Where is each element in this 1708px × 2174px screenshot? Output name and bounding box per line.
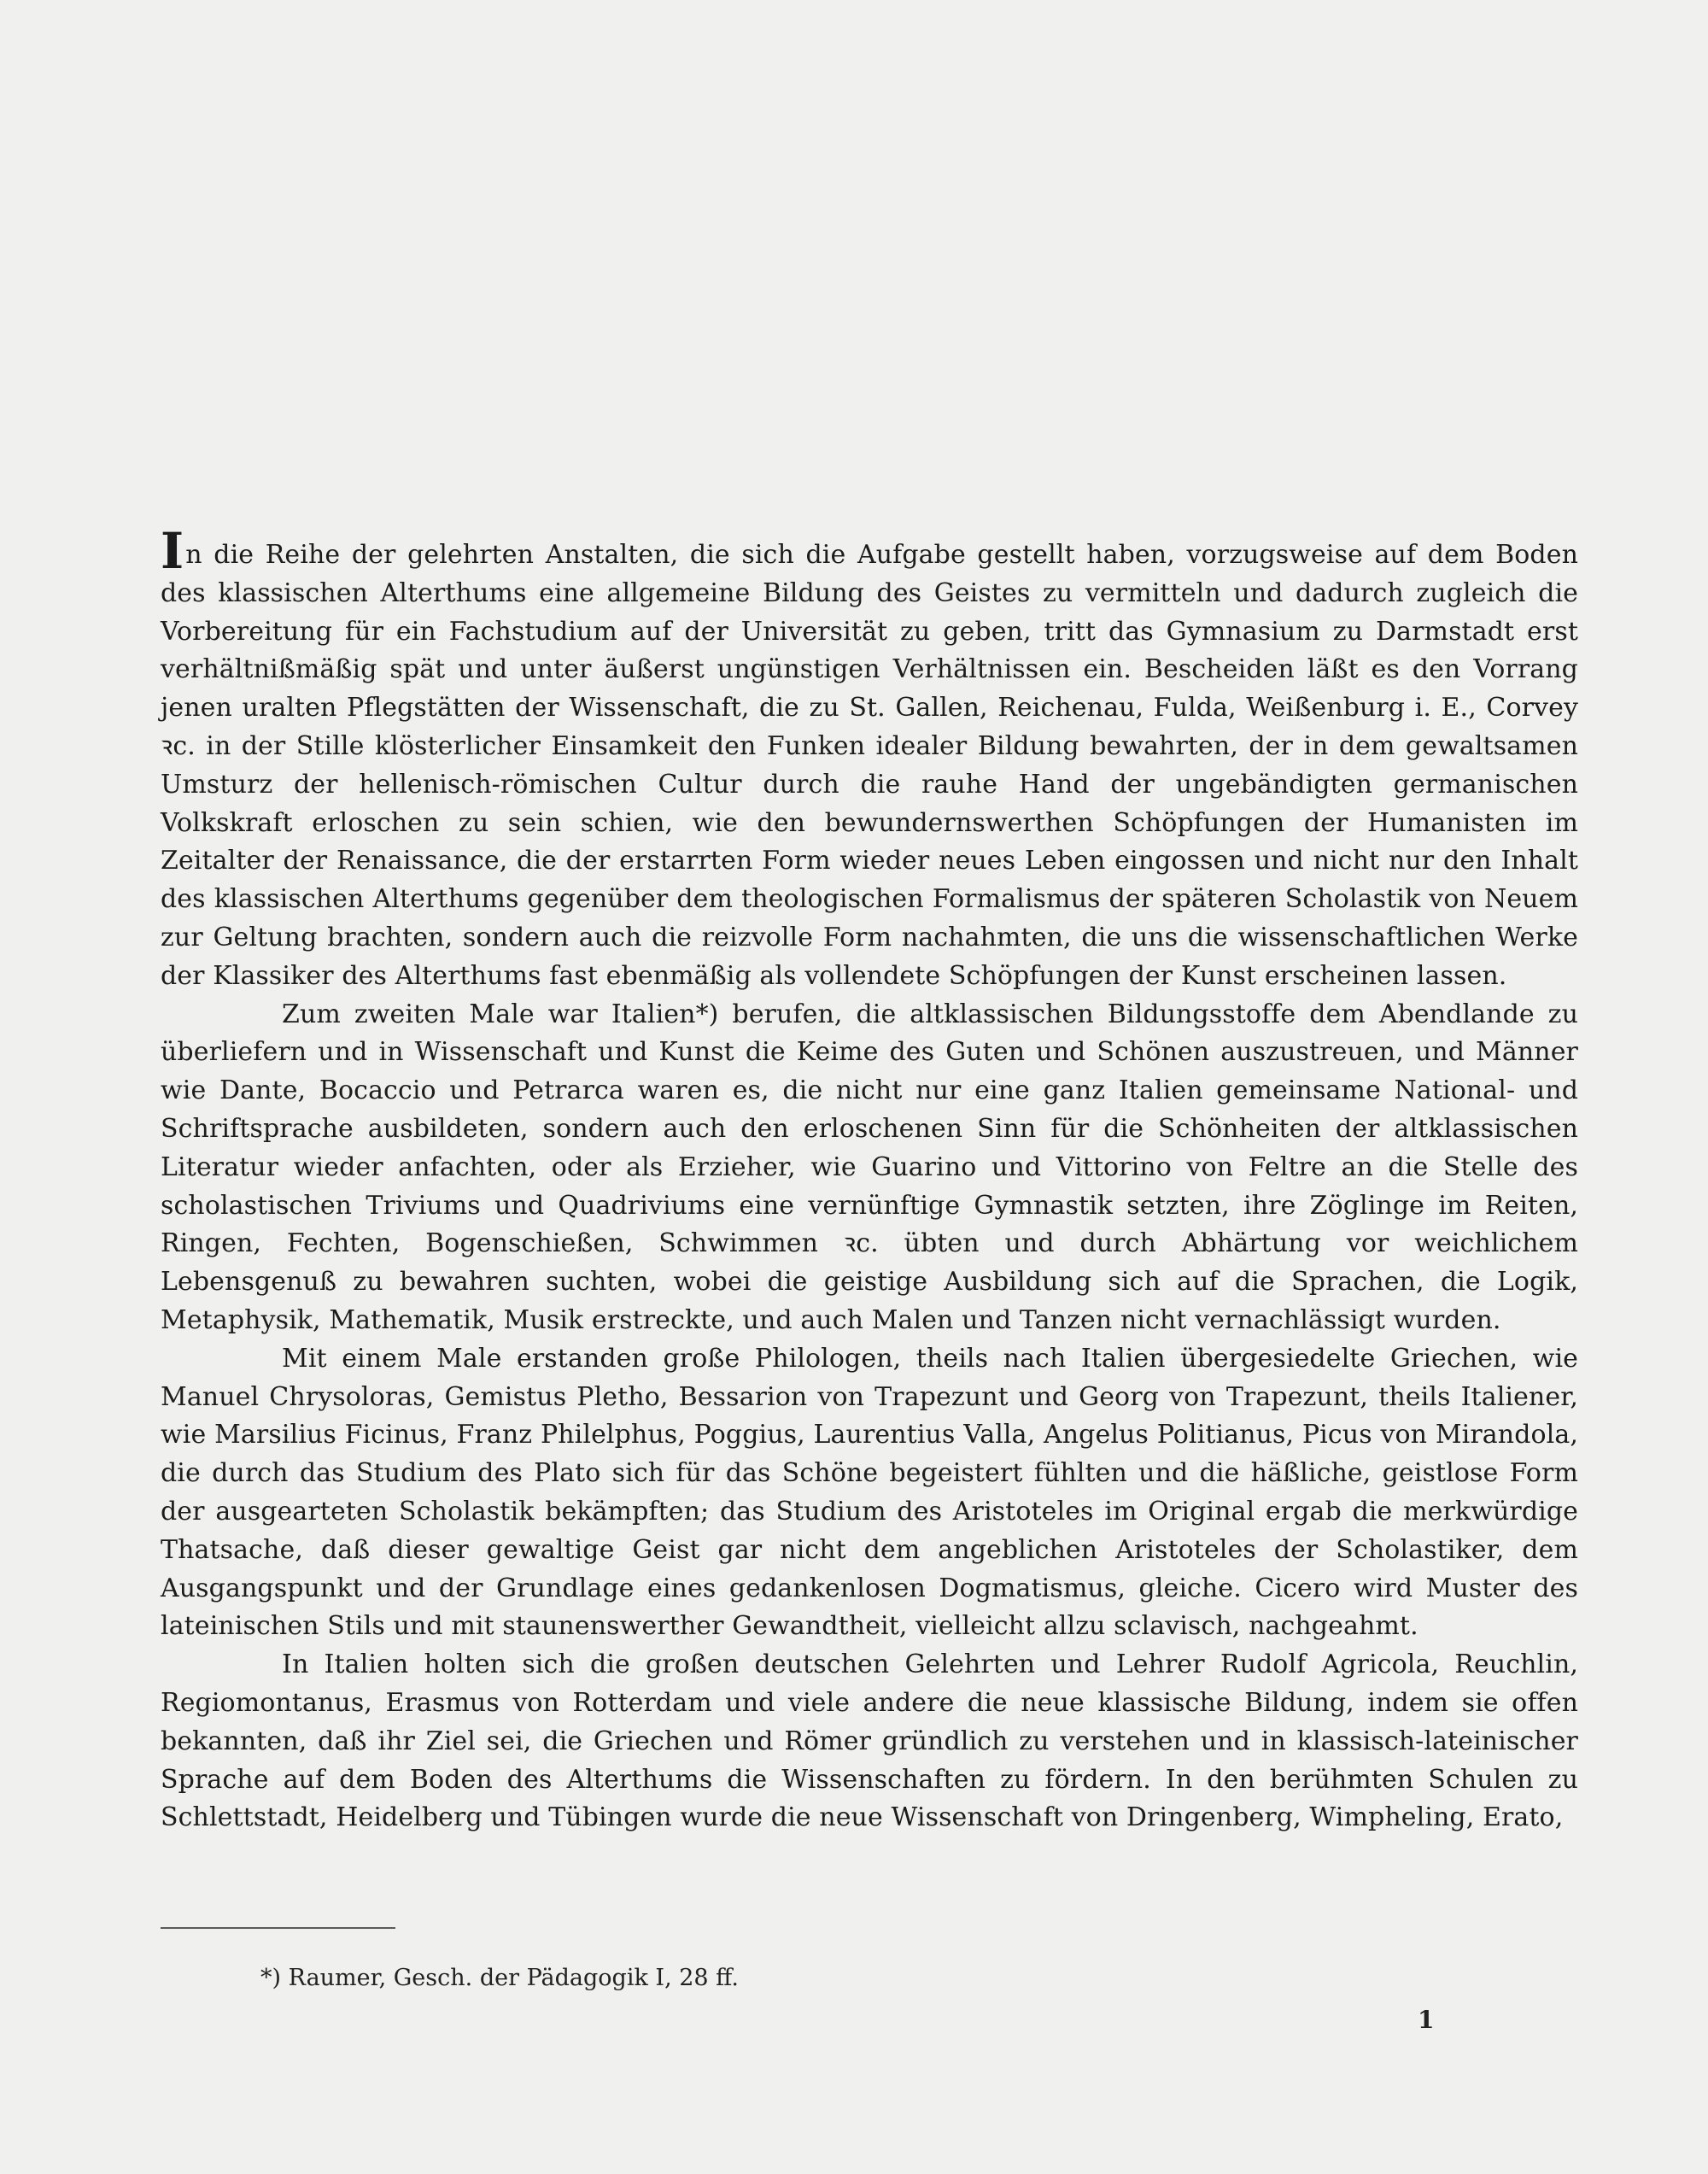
page-number: 1 (1418, 2006, 1435, 2034)
footnote-divider (161, 1927, 395, 1929)
initial-letter: I (161, 522, 184, 580)
paragraph-1 (161, 522, 1578, 996)
paragraph-2: Zum zweiten Male war Italien*) berufen, die altklassischen Bildungsstoffe dem Abendlande zu überliefern und in Wissenschaft und Kunst die Keime des Guten und Schönen auszustreuen, und Männer wie Dante, Bocaccio und Petrarca waren es, die nicht nur eine ganz Italien gemeinsame National- und Schriftsprache ausbildeten, sondern auch den erloschenen Sinn für die Schönheiten der altklassischen Literatur wieder anfachten, oder als Erzieher, wie Guarino und Vittorino von Feltre an die Stelle des scholastischen Triviums und Quadriviums eine vernünftige Gymnastik setzten, ihre Zöglinge im Reiten, Ringen, Fechten, Bogenschießen, Schwimmen ꝛc. übten und durch Abhärtung vor weichlichem Lebensgenuß zu bewahren suchten, wobei die geistige Ausbildung sich auf die Sprachen, die Logik, Metaphysik, Mathematik, Musik erstreckte, und auch Malen und Tanzen nicht vernachlässigt wurden. (161, 999, 1578, 1335)
paragraph-1-text: n die Reihe der gelehrten Anstalten, die sich die Aufgabe gestellt haben, vorzugsweise auf dem Boden des klassischen Alterthums eine allgemeine Bildung des Geistes zu vermitteln und dadurch zugleich die Vorbereitung für ein Fachstudium auf der Universität zu geben, tritt das Gymnasium zu Darmstadt erst verhältnißmäßig spät und unter äußerst ungünstigen Verhältnissen ein. Bescheiden läßt es den Vorrang jenen uralten Pflegstätten der Wissenschaft, die zu St. Gallen, Reichenau, Fulda, Weißenburg i. E., Corvey ꝛc. in der Stille klösterlicher Einsamkeit den Funken idealer Bildung bewahrten, der in dem gewaltsamen Umsturz der hellenisch-römischen Cultur durch die rauhe Hand der ungebändigten germanischen Volkskraft erloschen zu sein schien, wie den bewundernswerthen Schöpfungen der Humanisten im Zeitalter der Renaissance, die der erstarrten Form wieder neues Leben eingossen und nicht nur den Inhalt des klassischen Alterthums gegenüber dem theologischen Formalismus der späteren Scholastik von Neuem zur Geltung brachten, sondern auch die reizvolle Form nachahmten, die uns die wissenschaftlichen Werke der Klassiker des Alterthums fast ebenmäßig als vollendete Schöpfungen der Kunst erscheinen lassen. (161, 540, 1578, 991)
body-text (161, 522, 1578, 1837)
footnote: *) Raumer, Gesch. der Pädagogik I, 28 ff. (260, 1965, 739, 1991)
paragraph-3: Mit einem Male erstanden große Philologen, theils nach Italien übergesiedelte Griechen, wie Manuel Chrysoloras, Gemistus Pletho, Bessarion von Trapezunt und Georg von Trapezunt, theils Italiener, wie Marsilius Ficinus, Franz Philelphus, Poggius, Laurentius Valla, Angelus Politianus, Picus von Mirandola, die durch das Studium des Plato sich für das Schöne begeistert fühlten und die häßliche, geistlose Form der ausgearteten Scholastik bekämpften; das Studium des Aristoteles im Original ergab die merkwürdige Thatsache, daß dieser gewaltige Geist gar nicht dem angeblichen Aristoteles der Scholastiker, dem Ausgangspunkt und der Grundlage eines gedankenlosen Dogmatismus, gleiche. Cicero wird Muster des lateinischen Stils und mit staunenswerther Gewandtheit, vielleicht allzu sclavisch, nachgeahmt. (161, 1343, 1578, 1642)
paragraph-4: In Italien holten sich die großen deutschen Gelehrten und Lehrer Rudolf Agricola, Reuchlin, Regiomontanus, Erasmus von Rotterdam und viele andere die neue klassische Bildung, indem sie offen bekannten, daß ihr Ziel sei, die Griechen und Römer gründlich zu verstehen und in klassisch-lateinischer Sprache auf dem Boden des Alterthums die Wissenschaften zu fördern. In den berühmten Schulen zu Schlettstadt, Heidelberg und Tübingen wurde die neue Wissenschaft von Dringenberg, Wimpheling, Erato, (161, 1650, 1578, 1833)
